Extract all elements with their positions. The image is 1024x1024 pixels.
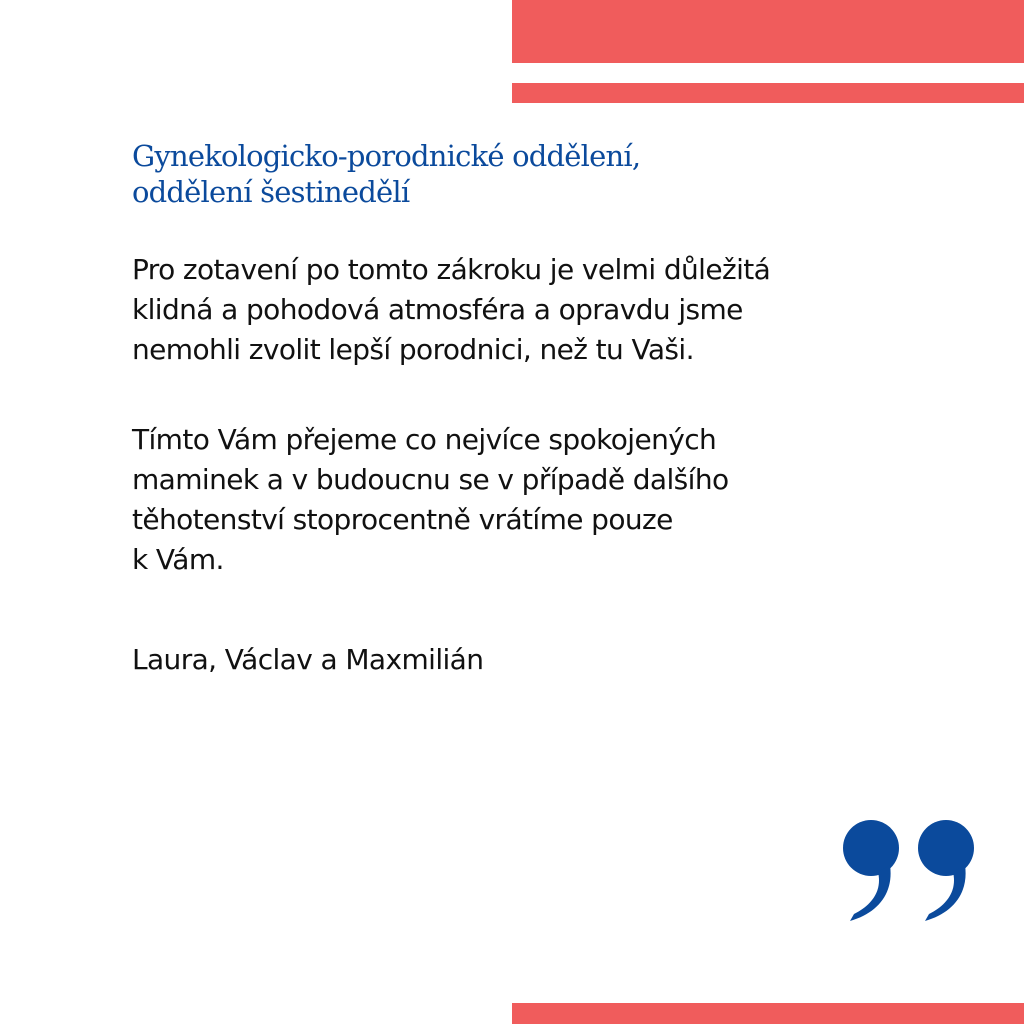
page-title	[132, 138, 932, 210]
testimonial-paragraph-1	[132, 250, 1012, 370]
text-line: klidná a pohodová atmosféra a opravdu jsme	[132, 293, 743, 326]
text-line: k Vám.	[132, 543, 224, 576]
top-accent-stripe	[512, 83, 1024, 103]
signature: Laura, Václav a Maxmilián	[132, 643, 484, 676]
title-line: oddělení šestinedělí	[132, 175, 410, 209]
text-line: těhotenství stoprocentně vrátíme pouze	[132, 503, 673, 536]
top-accent-bar	[512, 0, 1024, 63]
closing-quote-icon	[838, 815, 978, 925]
text-line: Tímto Vám přejeme co nejvíce spokojených	[132, 423, 717, 456]
text-line: Pro zotavení po tomto zákroku je velmi důležitá	[132, 253, 771, 286]
testimonial-paragraph-2	[132, 420, 1012, 580]
text-line: maminek a v budoucnu se v případě dalšího	[132, 463, 729, 496]
text-line: nemohli zvolit lepší porodnici, než tu Vaši.	[132, 333, 694, 366]
bottom-accent-bar	[512, 1003, 1024, 1024]
title-line: Gynekologicko-porodnické oddělení,	[132, 139, 641, 173]
